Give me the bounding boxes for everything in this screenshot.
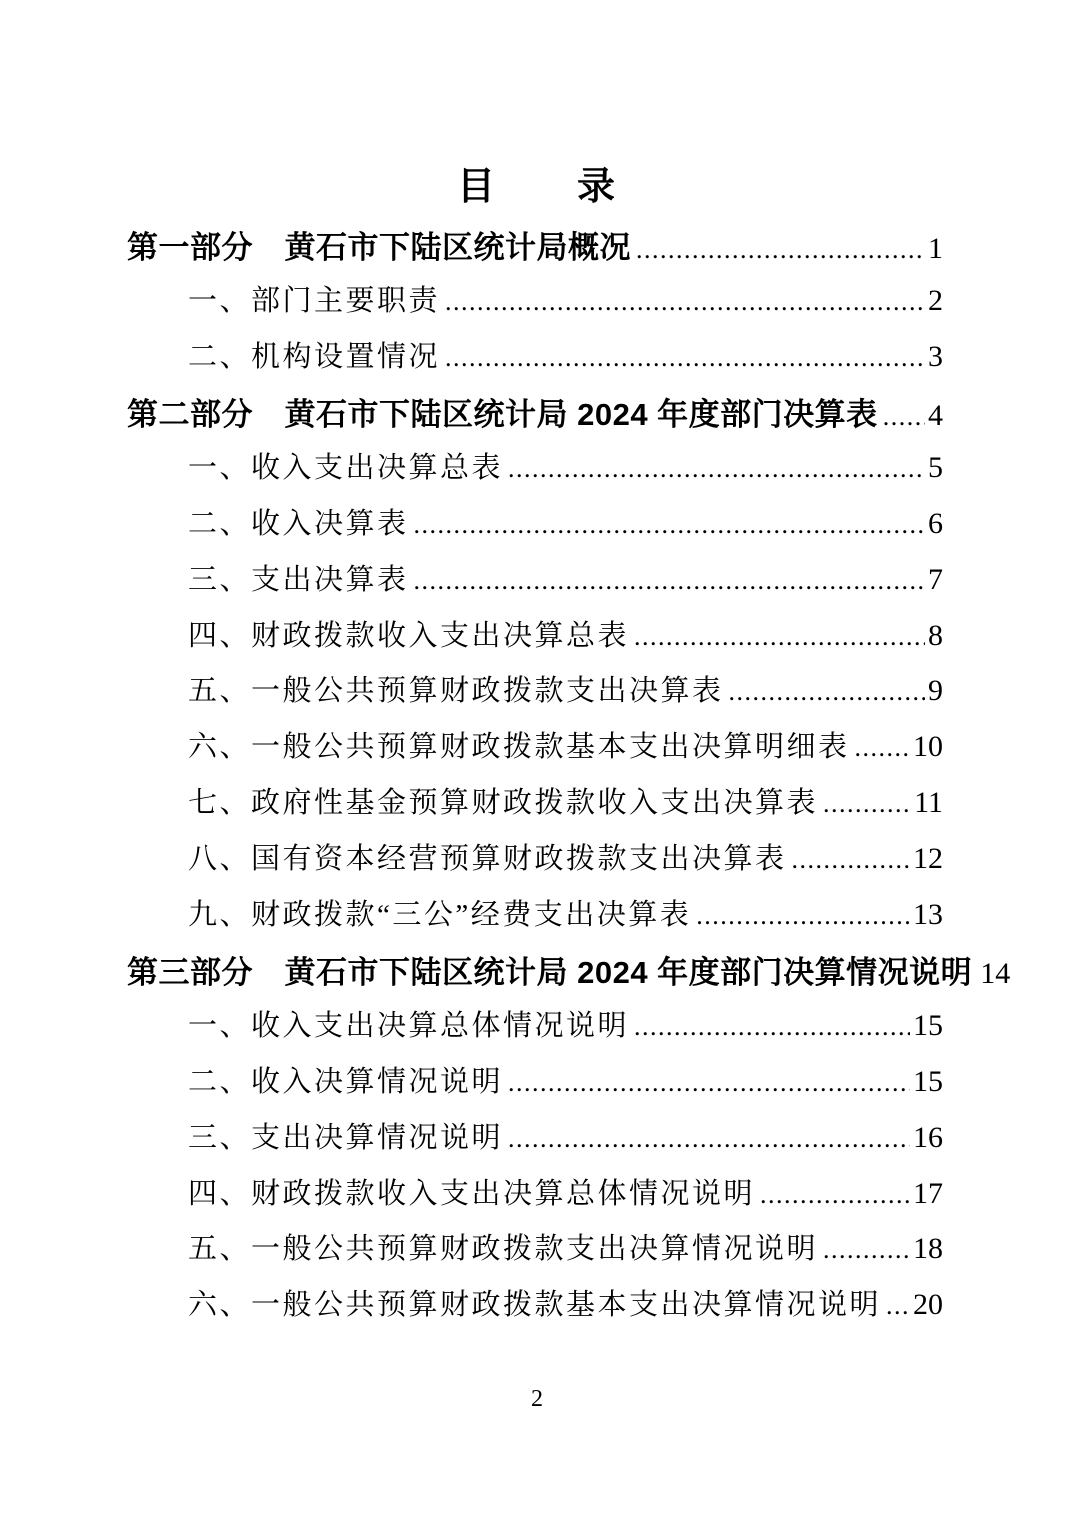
toc-entry	[127, 1161, 943, 1217]
table-of-contents	[127, 212, 1011, 1328]
toc-entry-page-number: 11	[914, 785, 943, 819]
toc-entry-page-number: 10	[913, 730, 943, 764]
dot-leader	[823, 789, 911, 819]
page-number-footer: 2	[531, 1386, 543, 1412]
toc-entry	[127, 1216, 943, 1272]
toc-entry	[127, 268, 943, 324]
toc-entry-page-number: 9	[928, 674, 943, 708]
toc-entry-page-number: 16	[913, 1120, 943, 1154]
toc-entry	[127, 324, 943, 380]
toc-entry-label: 二、收入决算情况说明	[188, 1065, 504, 1098]
dot-leader	[636, 235, 925, 265]
dot-leader	[508, 1124, 910, 1154]
toc-entry-page-number: 5	[928, 451, 943, 485]
toc-entry-page-number: 3	[928, 339, 943, 373]
dot-leader	[508, 454, 925, 484]
toc-entry-page-number: 15	[913, 1064, 943, 1098]
dot-leader	[414, 566, 925, 596]
toc-entry-label: 七、政府性基金预算财政拨款收入支出决算表	[188, 786, 819, 819]
dot-leader	[883, 402, 925, 432]
dot-leader	[445, 343, 925, 373]
toc-entry-page-number: 20	[913, 1288, 943, 1322]
toc-entry-label: 第一部分 黄石市下陆区统计局概况	[127, 230, 631, 265]
toc-entry-page-number: 4	[928, 399, 943, 433]
toc-entry	[127, 826, 943, 882]
toc-entry-label: 一、收入支出决算总表	[188, 452, 504, 485]
toc-entry	[127, 379, 943, 435]
toc-entry-label: 三、支出决算情况说明	[188, 1121, 504, 1154]
toc-entry-label: 二、机构设置情况	[188, 340, 441, 373]
dot-leader	[696, 901, 910, 931]
toc-entry	[127, 491, 943, 547]
toc-entry-page-number: 18	[913, 1232, 943, 1266]
toc-entry-page-number: 7	[928, 562, 943, 596]
toc-entry-label: 五、一般公共预算财政拨款支出决算表	[188, 675, 724, 708]
toc-entry-label: 四、财政拨款收入支出决算总表	[188, 619, 630, 652]
toc-entry	[127, 993, 943, 1049]
page-title: 目 录	[456, 166, 617, 208]
toc-entry	[127, 770, 943, 826]
toc-entry	[127, 547, 943, 603]
toc-entry	[127, 1105, 943, 1161]
toc-entry	[127, 435, 943, 491]
toc-entry	[127, 882, 943, 938]
toc-entry-page-number: 6	[928, 506, 943, 540]
toc-entry-label: 一、收入支出决算总体情况说明	[188, 1010, 630, 1043]
toc-entry-label: 一、部门主要职责	[188, 284, 441, 317]
toc-entry	[127, 212, 943, 268]
dot-leader	[760, 1180, 910, 1210]
toc-entry-page-number: 2	[928, 283, 943, 317]
dot-leader	[508, 1068, 910, 1098]
dot-leader	[634, 622, 925, 652]
dot-leader	[414, 510, 925, 540]
toc-entry	[127, 714, 943, 770]
toc-entry	[127, 1049, 943, 1105]
toc-entry-label: 第二部分 黄石市下陆区统计局 2024 年度部门决算表	[127, 397, 878, 433]
toc-entry	[127, 658, 943, 714]
dot-leader	[886, 1291, 910, 1321]
dot-leader	[729, 677, 925, 707]
toc-entry-page-number: 13	[913, 897, 943, 931]
dot-leader	[792, 845, 910, 875]
toc-entry-page-number: 14	[980, 957, 1011, 991]
toc-entry-label: 二、收入决算表	[188, 507, 409, 540]
toc-entry-label: 六、一般公共预算财政拨款基本支出决算情况说明	[188, 1289, 882, 1322]
toc-entry-label: 第三部分 黄石市下陆区统计局 2024 年度部门决算情况说明	[127, 955, 973, 991]
toc-entry-label: 四、财政拨款收入支出决算总体情况说明	[188, 1177, 756, 1210]
toc-entry-page-number: 15	[913, 1009, 943, 1043]
dot-leader	[855, 733, 910, 763]
toc-entry-label: 五、一般公共预算财政拨款支出决算情况说明	[188, 1233, 819, 1266]
toc-entry	[127, 603, 943, 659]
dot-leader	[634, 1012, 910, 1042]
toc-entry	[127, 1272, 943, 1328]
toc-entry	[127, 937, 1011, 993]
toc-entry-page-number: 12	[913, 841, 943, 875]
toc-entry-label: 八、国有资本经营预算财政拨款支出决算表	[188, 842, 787, 875]
toc-entry-page-number: 1	[928, 232, 943, 265]
toc-entry-label: 九、财政拨款“三公”经费支出决算表	[188, 898, 692, 931]
toc-entry-page-number: 8	[928, 618, 943, 652]
dot-leader	[445, 287, 925, 317]
dot-leader	[823, 1235, 910, 1265]
toc-entry-page-number: 17	[913, 1176, 943, 1210]
toc-entry-label: 六、一般公共预算财政拨款基本支出决算明细表	[188, 731, 850, 764]
toc-entry-label: 三、支出决算表	[188, 563, 409, 596]
